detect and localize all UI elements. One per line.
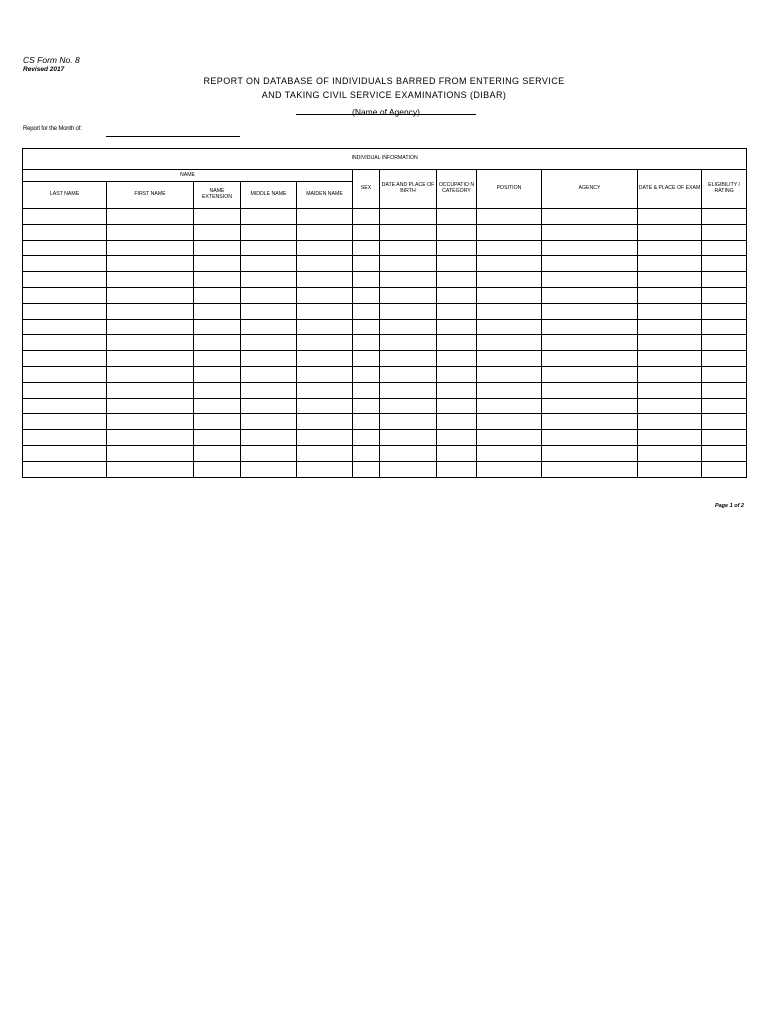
table-cell[interactable] — [353, 303, 380, 319]
table-cell[interactable] — [380, 445, 437, 461]
table-row — [23, 461, 747, 477]
table-cell[interactable] — [380, 256, 437, 272]
table-cell[interactable] — [194, 366, 241, 382]
table-row — [23, 224, 747, 240]
table-cell[interactable] — [107, 272, 194, 288]
table-cell[interactable] — [107, 224, 194, 240]
table-cell[interactable] — [702, 209, 747, 225]
table-cell[interactable] — [23, 287, 107, 303]
table-cell[interactable] — [107, 382, 194, 398]
table-cell[interactable] — [297, 398, 353, 414]
table-cell[interactable] — [638, 224, 702, 240]
table-row — [23, 366, 747, 382]
table-cell[interactable] — [353, 319, 380, 335]
table-cell[interactable] — [241, 319, 297, 335]
table-cell[interactable] — [380, 461, 437, 477]
table-cell[interactable] — [194, 272, 241, 288]
table-cell[interactable] — [380, 209, 437, 225]
table-cell[interactable] — [477, 256, 542, 272]
table-cell[interactable] — [542, 366, 638, 382]
table-cell[interactable] — [107, 335, 194, 351]
table-cell[interactable] — [107, 366, 194, 382]
table-cell[interactable] — [477, 240, 542, 256]
table-cell[interactable] — [297, 335, 353, 351]
table-cell[interactable] — [353, 240, 380, 256]
table-cell[interactable] — [107, 240, 194, 256]
table-cell[interactable] — [23, 445, 107, 461]
table-cell[interactable] — [542, 414, 638, 430]
table-cell[interactable] — [477, 351, 542, 367]
table-cell[interactable] — [241, 335, 297, 351]
table-cell[interactable] — [353, 430, 380, 446]
table-cell[interactable] — [23, 335, 107, 351]
col-sex: SEX — [353, 170, 380, 209]
table-cell[interactable] — [297, 256, 353, 272]
table-cell[interactable] — [638, 209, 702, 225]
table-cell[interactable] — [23, 366, 107, 382]
report-month-field[interactable] — [106, 136, 240, 137]
table-cell[interactable] — [477, 303, 542, 319]
table-cell[interactable] — [437, 445, 477, 461]
table-cell[interactable] — [380, 351, 437, 367]
table-cell[interactable] — [194, 382, 241, 398]
table-cell[interactable] — [353, 382, 380, 398]
table-cell[interactable] — [23, 382, 107, 398]
col-agency: AGENCY — [542, 170, 638, 209]
table-cell[interactable] — [702, 319, 747, 335]
table-cell[interactable] — [241, 398, 297, 414]
table-cell[interactable] — [23, 256, 107, 272]
table-cell[interactable] — [702, 445, 747, 461]
table-cell[interactable] — [194, 414, 241, 430]
table-cell[interactable] — [23, 461, 107, 477]
table-cell[interactable] — [297, 430, 353, 446]
table-cell[interactable] — [542, 335, 638, 351]
table-cell[interactable] — [353, 287, 380, 303]
table-body — [23, 209, 747, 478]
table-row — [23, 430, 747, 446]
table-cell[interactable] — [297, 414, 353, 430]
table-cell[interactable] — [194, 430, 241, 446]
table-cell[interactable] — [353, 351, 380, 367]
table-cell[interactable] — [702, 430, 747, 446]
table-cell[interactable] — [638, 272, 702, 288]
agency-name-field[interactable] — [296, 102, 476, 115]
table-cell[interactable] — [241, 430, 297, 446]
table-cell[interactable] — [353, 272, 380, 288]
table-cell[interactable] — [638, 398, 702, 414]
table-cell[interactable] — [638, 414, 702, 430]
table-cell[interactable] — [638, 335, 702, 351]
table-cell[interactable] — [241, 366, 297, 382]
table-row — [23, 445, 747, 461]
table-cell[interactable] — [353, 398, 380, 414]
col-date-place-exam: DATE & PLACE OF EXAM — [638, 170, 702, 209]
table-cell[interactable] — [194, 461, 241, 477]
col-eligibility-rating: ELIGIBILITY / RATING — [702, 170, 747, 209]
table-cell[interactable] — [477, 382, 542, 398]
table-cell[interactable] — [542, 430, 638, 446]
table-cell[interactable] — [542, 398, 638, 414]
table-cell[interactable] — [702, 256, 747, 272]
table-cell[interactable] — [353, 445, 380, 461]
table-cell[interactable] — [638, 303, 702, 319]
table-cell[interactable] — [638, 319, 702, 335]
table-cell[interactable] — [437, 209, 477, 225]
report-title-line1: REPORT ON DATABASE OF INDIVIDUALS BARRED FROM ENTERING SERVICE — [203, 76, 565, 86]
table-cell[interactable] — [437, 303, 477, 319]
table-cell[interactable] — [241, 256, 297, 272]
table-cell[interactable] — [437, 335, 477, 351]
col-occupation-category: OCCUPATIO N CATEGORY — [437, 170, 477, 209]
table-cell[interactable] — [107, 209, 194, 225]
table-row — [23, 335, 747, 351]
table-cell[interactable] — [241, 414, 297, 430]
table-cell[interactable] — [542, 351, 638, 367]
table-cell[interactable] — [194, 287, 241, 303]
revision-note: Revised 2017 — [23, 66, 65, 73]
table-row — [23, 319, 747, 335]
table-cell[interactable] — [241, 382, 297, 398]
table-cell[interactable] — [380, 335, 437, 351]
table-cell[interactable] — [241, 461, 297, 477]
table-cell[interactable] — [107, 319, 194, 335]
table-cell[interactable] — [437, 319, 477, 335]
table-cell[interactable] — [241, 272, 297, 288]
table-cell[interactable] — [194, 224, 241, 240]
table-cell[interactable] — [437, 461, 477, 477]
table-row — [23, 256, 747, 272]
table-cell[interactable] — [297, 319, 353, 335]
table-cell[interactable] — [477, 224, 542, 240]
table-cell[interactable] — [297, 240, 353, 256]
table-cell[interactable] — [638, 382, 702, 398]
table-cell[interactable] — [380, 303, 437, 319]
table-cell[interactable] — [542, 240, 638, 256]
table-cell[interactable] — [638, 366, 702, 382]
table-cell[interactable] — [477, 461, 542, 477]
page-number: Page 1 of 2 — [714, 503, 744, 509]
table-cell[interactable] — [477, 366, 542, 382]
table-cell[interactable] — [542, 272, 638, 288]
table-cell[interactable] — [23, 319, 107, 335]
table-cell[interactable] — [241, 445, 297, 461]
table-cell[interactable] — [241, 209, 297, 225]
table-cell[interactable] — [437, 398, 477, 414]
table-cell[interactable] — [477, 335, 542, 351]
report-month-label: Report for the Month of: — [23, 126, 82, 132]
table-cell[interactable] — [380, 430, 437, 446]
table-cell[interactable] — [297, 461, 353, 477]
table-cell[interactable] — [380, 398, 437, 414]
table-cell[interactable] — [107, 256, 194, 272]
table-cell[interactable] — [23, 224, 107, 240]
table-cell[interactable] — [380, 319, 437, 335]
table-cell[interactable] — [380, 366, 437, 382]
table-cell[interactable] — [702, 240, 747, 256]
table-cell[interactable] — [437, 414, 477, 430]
table-cell[interactable] — [297, 366, 353, 382]
table-cell[interactable] — [702, 398, 747, 414]
table-cell[interactable] — [241, 303, 297, 319]
table-cell[interactable] — [107, 430, 194, 446]
table-cell[interactable] — [437, 240, 477, 256]
table-cell[interactable] — [542, 445, 638, 461]
table-cell[interactable] — [194, 240, 241, 256]
table-cell[interactable] — [542, 303, 638, 319]
table-cell[interactable] — [437, 351, 477, 367]
individual-information-table — [22, 148, 747, 478]
table-cell[interactable] — [638, 287, 702, 303]
table-cell[interactable] — [437, 256, 477, 272]
table-cell[interactable] — [477, 398, 542, 414]
table-cell[interactable] — [477, 287, 542, 303]
table-cell[interactable] — [437, 366, 477, 382]
table-cell[interactable] — [297, 303, 353, 319]
table-cell[interactable] — [194, 351, 241, 367]
table-cell[interactable] — [353, 224, 380, 240]
table-cell[interactable] — [297, 272, 353, 288]
table-row — [23, 209, 747, 225]
table-cell[interactable] — [437, 430, 477, 446]
table-cell[interactable] — [702, 366, 747, 382]
table-cell[interactable] — [437, 382, 477, 398]
table-cell[interactable] — [297, 351, 353, 367]
table-cell[interactable] — [702, 382, 747, 398]
table-cell[interactable] — [638, 445, 702, 461]
table-cell[interactable] — [702, 461, 747, 477]
table-cell[interactable] — [542, 209, 638, 225]
table-cell[interactable] — [638, 461, 702, 477]
name-group-header: NAME — [23, 170, 353, 182]
table-cell[interactable] — [297, 224, 353, 240]
table-cell[interactable] — [702, 272, 747, 288]
col-first-name: FIRST NAME — [107, 182, 194, 209]
table-cell[interactable] — [702, 351, 747, 367]
table-cell[interactable] — [542, 461, 638, 477]
form-number: CS Form No. 8 — [23, 55, 80, 65]
table-cell[interactable] — [107, 445, 194, 461]
table-cell[interactable] — [194, 445, 241, 461]
table-row — [23, 287, 747, 303]
report-title-line2: AND TAKING CIVIL SERVICE EXAMINATIONS (DIBAR) — [261, 90, 507, 100]
table-cell[interactable] — [702, 414, 747, 430]
table-row — [23, 398, 747, 414]
table-cell[interactable] — [297, 382, 353, 398]
table-cell[interactable] — [638, 430, 702, 446]
table-cell[interactable] — [107, 461, 194, 477]
table-row — [23, 303, 747, 319]
table-cell[interactable] — [194, 256, 241, 272]
table-cell[interactable] — [353, 335, 380, 351]
table-cell[interactable] — [353, 461, 380, 477]
table-cell[interactable] — [297, 445, 353, 461]
col-position: POSITION — [477, 170, 542, 209]
table-cell[interactable] — [194, 303, 241, 319]
table-cell[interactable] — [297, 209, 353, 225]
table-cell[interactable] — [380, 414, 437, 430]
table-cell[interactable] — [542, 256, 638, 272]
table-cell[interactable] — [542, 224, 638, 240]
table-cell[interactable] — [638, 351, 702, 367]
table-cell[interactable] — [477, 430, 542, 446]
table-cell[interactable] — [23, 240, 107, 256]
table-cell[interactable] — [477, 319, 542, 335]
table-cell[interactable] — [542, 319, 638, 335]
table-cell[interactable] — [107, 287, 194, 303]
table-cell[interactable] — [638, 240, 702, 256]
table-cell[interactable] — [241, 287, 297, 303]
table-cell[interactable] — [194, 319, 241, 335]
table-cell[interactable] — [380, 287, 437, 303]
table-cell[interactable] — [353, 366, 380, 382]
table-row — [23, 382, 747, 398]
table-cell[interactable] — [353, 414, 380, 430]
table-cell[interactable] — [23, 351, 107, 367]
table-cell[interactable] — [107, 398, 194, 414]
table-cell[interactable] — [638, 256, 702, 272]
table-cell[interactable] — [353, 256, 380, 272]
table-cell[interactable] — [194, 209, 241, 225]
col-date-place-birth: DATE AND PLACE OF BIRTH — [380, 170, 437, 209]
table-cell[interactable] — [380, 272, 437, 288]
table-cell[interactable] — [241, 224, 297, 240]
section-title: INDIVIDUAL INFORMATION — [23, 149, 747, 170]
col-middle-name: MIDDLE NAME — [241, 182, 297, 209]
table-cell[interactable] — [241, 351, 297, 367]
table-cell[interactable] — [23, 209, 107, 225]
table-cell[interactable] — [23, 272, 107, 288]
table-cell[interactable] — [380, 240, 437, 256]
table-cell[interactable] — [542, 287, 638, 303]
table-row — [23, 414, 747, 430]
table-cell[interactable] — [107, 414, 194, 430]
col-name-extension: NAME EXTENSION — [194, 182, 241, 209]
table-cell[interactable] — [437, 224, 477, 240]
col-maiden-name: MAIDEN NAME — [297, 182, 353, 209]
table-cell[interactable] — [194, 398, 241, 414]
table-cell[interactable] — [702, 287, 747, 303]
table-cell[interactable] — [107, 351, 194, 367]
col-last-name: LAST NAME — [23, 182, 107, 209]
table-cell[interactable] — [702, 303, 747, 319]
table-cell[interactable] — [542, 382, 638, 398]
table-row — [23, 240, 747, 256]
table-cell[interactable] — [297, 287, 353, 303]
table-cell[interactable] — [477, 414, 542, 430]
table-cell[interactable] — [380, 224, 437, 240]
table-cell[interactable] — [23, 303, 107, 319]
table-cell[interactable] — [702, 335, 747, 351]
table-cell[interactable] — [23, 414, 107, 430]
table-cell[interactable] — [477, 209, 542, 225]
table-row — [23, 272, 747, 288]
table-cell[interactable] — [107, 303, 194, 319]
table-cell[interactable] — [437, 287, 477, 303]
table-cell[interactable] — [477, 272, 542, 288]
agency-name-label: (Name of Agency) — [351, 107, 421, 117]
table-cell[interactable] — [241, 240, 297, 256]
table-row — [23, 351, 747, 367]
table-cell[interactable] — [437, 272, 477, 288]
table-cell[interactable] — [380, 382, 437, 398]
table-cell[interactable] — [23, 430, 107, 446]
table-cell[interactable] — [702, 224, 747, 240]
table-cell[interactable] — [194, 335, 241, 351]
table-cell[interactable] — [353, 209, 380, 225]
table-cell[interactable] — [23, 398, 107, 414]
table-cell[interactable] — [477, 445, 542, 461]
